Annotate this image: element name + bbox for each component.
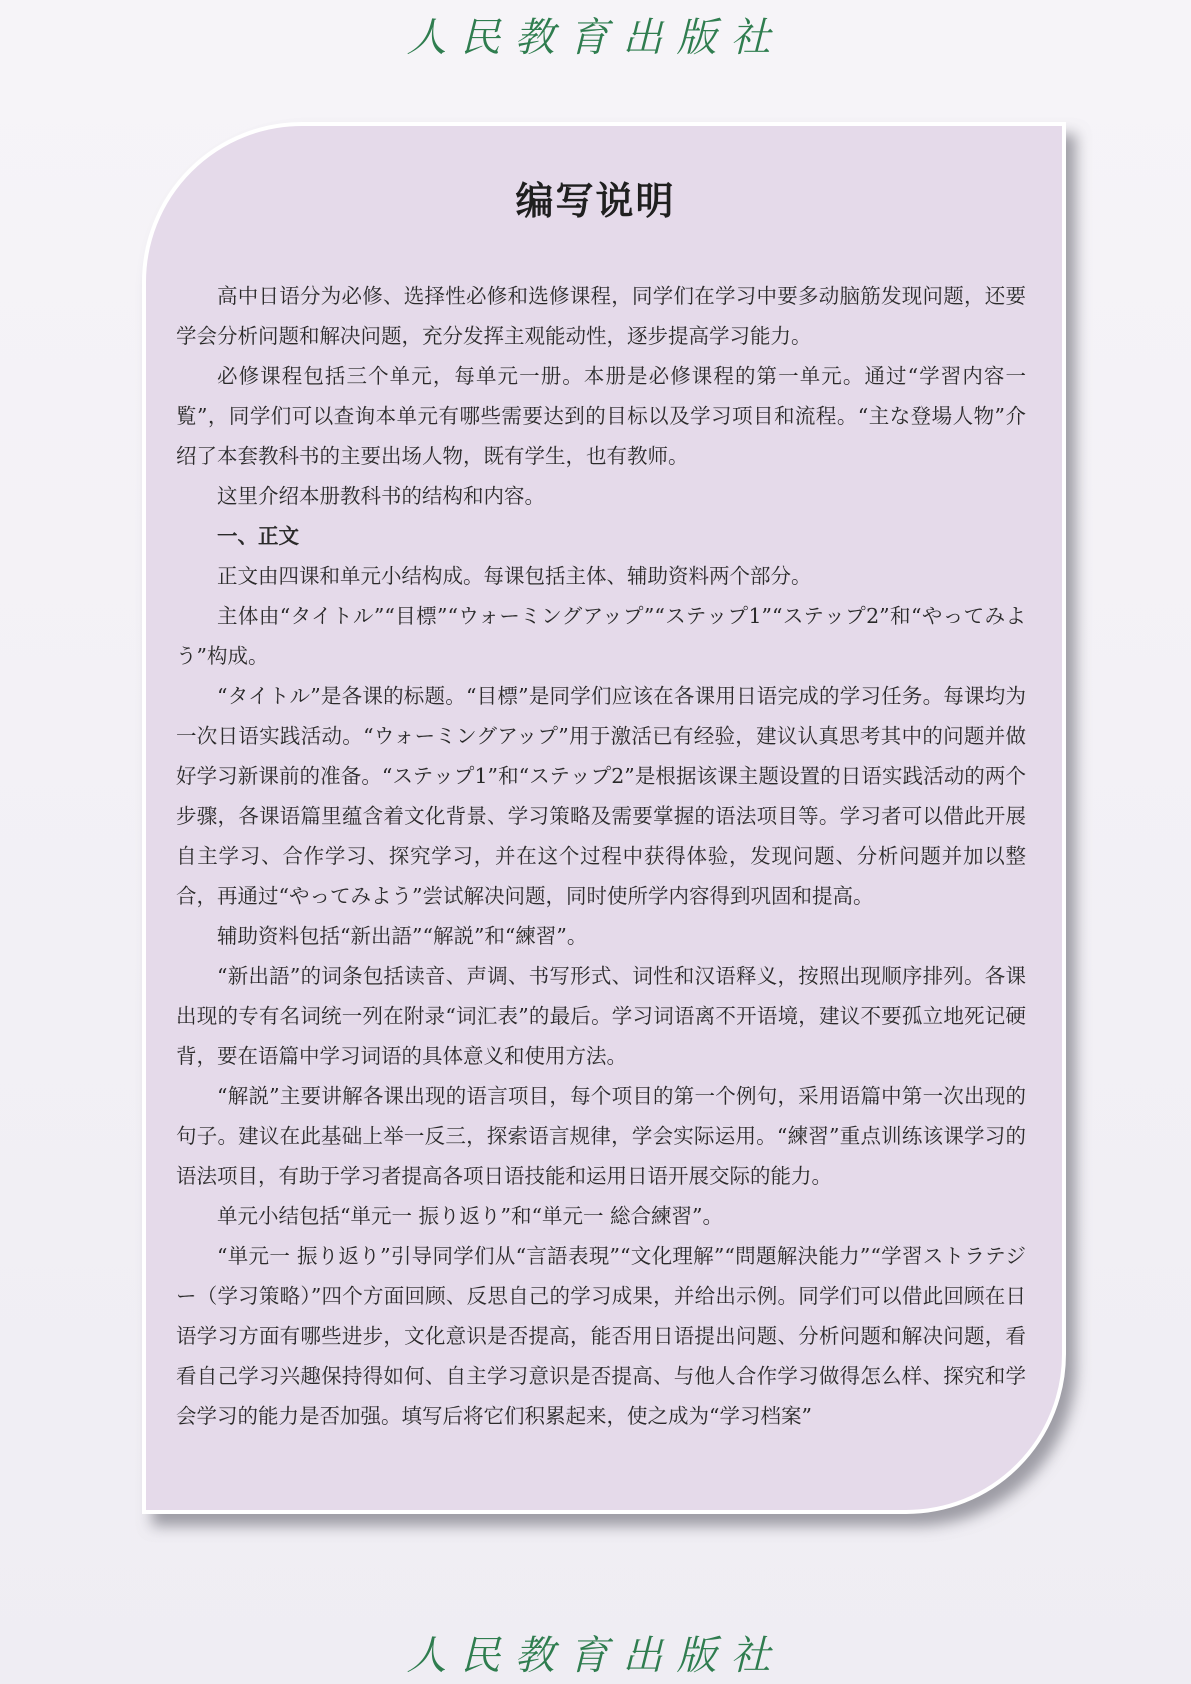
- paragraph: 高中日语分为必修、选择性必修和选修课程，同学们在学习中要多动脑筋发现问题，还要学会分析问题和解决问题，充分发挥主观能动性，逐步提高学习能力。: [176, 284, 1026, 348]
- publisher-logo-bottom: 人民教育出版社: [406, 1633, 785, 1679]
- section-heading: 一、正文: [217, 524, 299, 548]
- paragraph: 单元小结包括“単元一 振り返り”和“単元一 総合練習”。: [217, 1204, 723, 1228]
- paragraph: 必修课程包括三个单元，每单元一册。本册是必修课程的第一单元。通过“学習内容一覧”，同学们可以查询本单元有哪些需要达到的目标以及学习项目和流程。“主な登場人物”介绍了本套教科书的主要出场人物，既有学生，也有教师。: [176, 364, 1026, 468]
- paragraph: 辅助资料包括“新出語”“解説”和“練習”。: [217, 924, 588, 948]
- paragraph: “解説”主要讲解各课出现的语言项目，每个项目的第一个例句，采用语篇中第一次出现的句子。建议在此基础上举一反三，探索语言规律，学会实际运用。“練習”重点训练该课学习的语法项目，有助于学习者提高各项日语技能和运用日语开展交际的能力。: [176, 1084, 1026, 1188]
- paragraph: “新出語”的词条包括读音、声调、书写形式、词性和汉语释义，按照出现顺序排列。各课出现的专有名词统一列在附录“词汇表”的最后。学习词语离不开语境，建议不要孤立地死记硬背，要在语篇中学习词语的具体意义和使用方法。: [176, 964, 1026, 1068]
- paragraph: “単元一 振り返り”引导同学们从“言語表現”“文化理解”“問題解決能力”“学習ストラテジー（学习策略）”四个方面回顾、反思自己的学习成果，并给出示例。同学们可以借此回顾在日语学习方面有哪些进步，文化意识是否提高，能否用日语提出问题、分析问题和解决问题，看看自己学习兴趣保持得如何、自主学习意识是否提高、与他人合作学习做得怎么样、探究和学会学习的能力是否加强。填写后将它们积累起来，使之成为“学习档案”: [176, 1244, 1026, 1428]
- page-title: 编写说明: [515, 179, 676, 223]
- paragraph: “タイトル”是各课的标题。“目標”是同学们应该在各课用日语完成的学习任务。每课均为一次日语实践活动。“ウォーミングアップ”用于激活已有经验，建议认真思考其中的问题并做好学习新课前的准备。“ステップ1”和“ステップ2”是根据该课主题设置的日语实践活动的两个步骤，各课语篇里蕴含着文化背景、学习策略及需要掌握的语法项目等。学习者可以借此开展自主学习、合作学习、探究学习，并在这个过程中获得体验，发现问题、分析问题并加以整合，再通过“やってみよう”尝试解决问题，同时使所学内容得到巩固和提高。: [176, 684, 1026, 908]
- paragraph: 主体由“タイトル”“目標”“ウォーミングアップ”“ステップ1”“ステップ2”和“やってみよう”构成。: [176, 604, 1026, 668]
- paragraph: 正文由四课和单元小结构成。每课包括主体、辅助资料两个部分。: [217, 564, 812, 588]
- paragraph: 这里介绍本册教科书的结构和内容。: [217, 484, 545, 508]
- publisher-logo-top: 人民教育出版社: [406, 15, 785, 61]
- body-text: [176, 276, 1026, 1436]
